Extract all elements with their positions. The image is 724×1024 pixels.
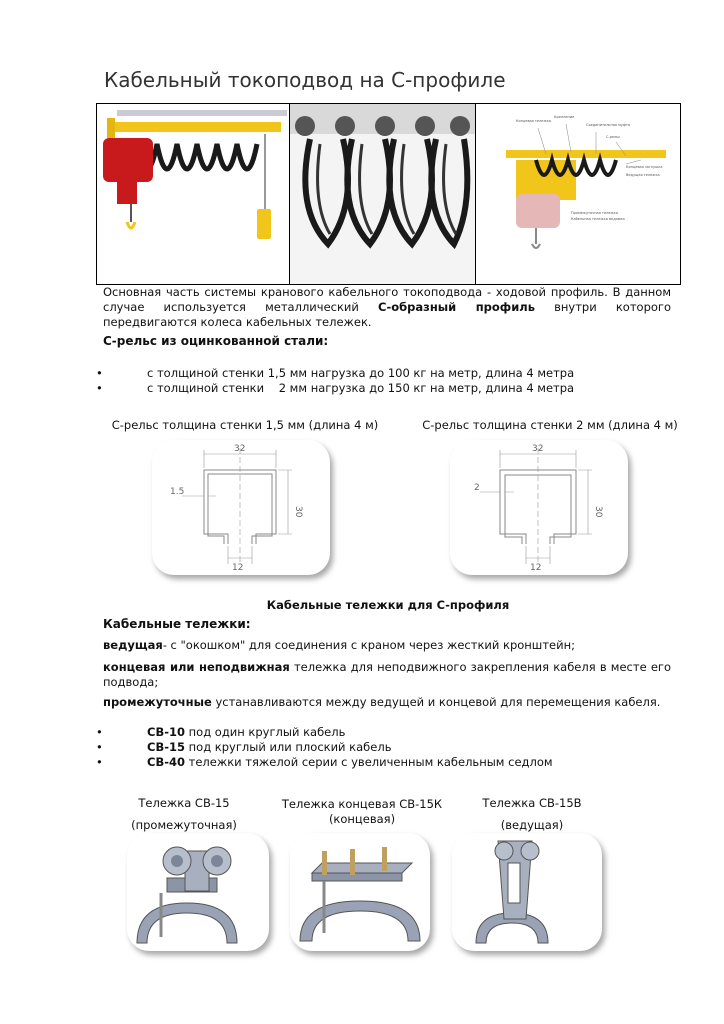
system-diagram-photo: [476, 104, 680, 284]
cart-image-cb15b: [452, 833, 602, 951]
cart-caption-1: Тележка СВ-15 (промежуточная): [131, 796, 237, 832]
diagram-label: Концевая заглушка: [625, 165, 663, 169]
carts-subheading: Кабельные тележки:: [103, 617, 251, 631]
diagram-label: Кабельная тележка ведомая: [570, 217, 625, 221]
page-title: Кабельный токоподвод на С-профиле: [104, 68, 506, 92]
cart-image-cb15k: [290, 833, 430, 951]
dim-width: 32: [234, 444, 246, 454]
cart-caption-3: Тележка СВ-15В (ведущая): [482, 796, 582, 832]
cable-loops-photo: [290, 104, 475, 284]
dim-height: 30: [593, 506, 603, 518]
dim-height: 30: [293, 506, 303, 518]
rail-heading: С-рельс из оцинкованной стали:: [103, 334, 329, 348]
profile-caption-1: С-рельс толщина стенки 1,5 мм (длина 4 м): [111, 418, 379, 432]
diagram-label: Крепление: [553, 115, 574, 119]
dim-wall: 1.5: [170, 487, 185, 497]
c-profile-drawing-2: [450, 440, 628, 575]
crane-cable-photo: [97, 104, 290, 284]
diagram-label: Соединительная муфта: [585, 123, 630, 127]
cart-type-intermediate: промежуточные устанавливаются между ведущей и концевой для перемещения кабеля.: [103, 695, 661, 709]
photo-strip: [96, 103, 681, 285]
cart-caption-2: Тележка концевая СВ-15К (концевая): [281, 797, 443, 826]
dim-width: 32: [532, 444, 544, 454]
profile-caption-2: С-рельс толщина стенки 2 мм (длина 4 м): [422, 418, 678, 432]
dim-slot: 12: [530, 563, 542, 573]
dim-slot: 12: [232, 563, 244, 573]
diagram-label: Промежуточная тележка: [570, 211, 618, 215]
diagram-label: Концевая тележка: [515, 119, 551, 123]
diagram-label: С-рельс: [605, 135, 621, 139]
carts-heading: Кабельные тележки для С-профиля: [266, 598, 510, 612]
cart-type-lead: ведущая- с "окошком" для соединения с краном через жесткий кронштейн;: [103, 638, 575, 652]
cart-type-end: концевая или неподвижная тележка для неподвижного закрепления кабеля в месте его подвода;: [103, 660, 671, 689]
c-profile-drawing-1: [152, 440, 330, 575]
intro-paragraph: Основная часть системы кранового кабельного токоподвода - ходовой профиль. В данном случае используется металлический С-образный профиль внутри которого передвигаются колеса кабельных тележек.: [103, 285, 671, 329]
dim-wall: 2: [474, 483, 480, 493]
cart-image-cb15: [127, 833, 269, 951]
diagram-label: Ведущая тележка: [625, 173, 660, 177]
